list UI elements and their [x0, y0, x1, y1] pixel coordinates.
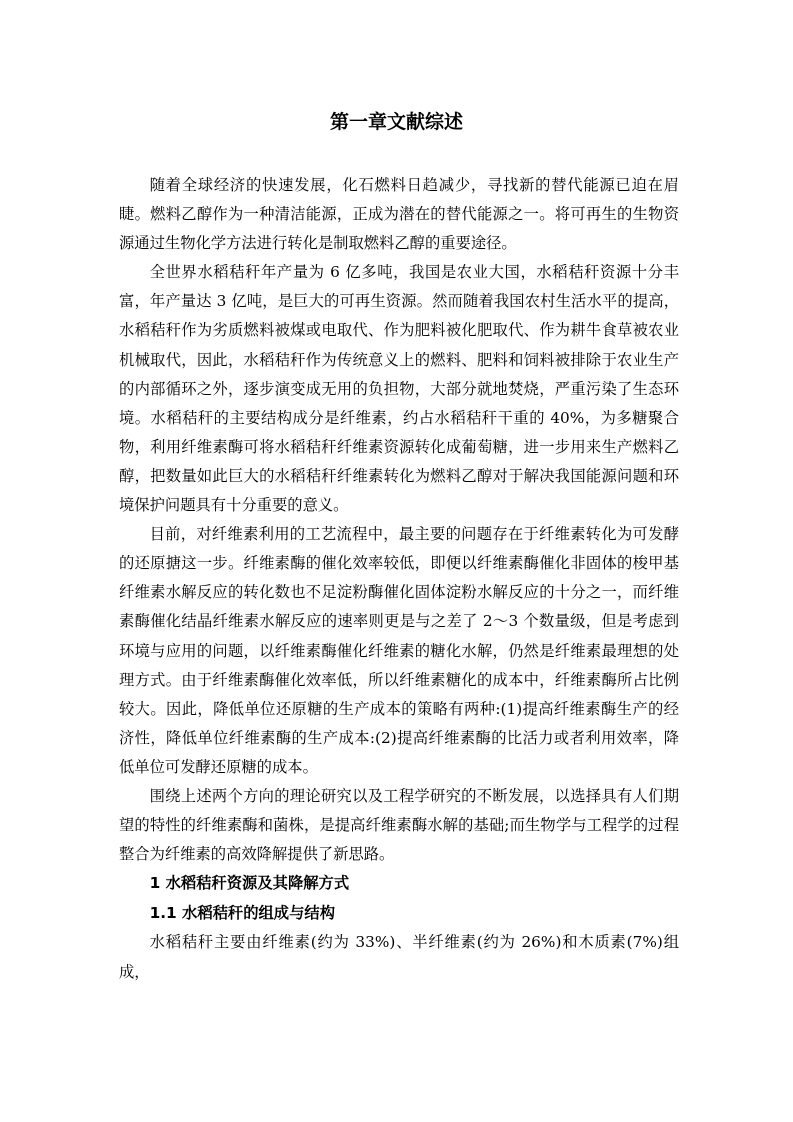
chapter-title: 第一章文献综述	[329, 111, 463, 133]
paragraph-straw-composition: 水稻秸秆主要由纤维素(约为 33%)、半纤维素(约为 26%)和木质素(7%)组成，	[119, 933, 679, 981]
section-heading-1-1: 1.1 水稻秸秆的组成与结构	[149, 903, 335, 922]
paragraph-intro: 随着全球经济的快速发展，化石燃料日趋减少，寻找新的替代能源已迫在眉睫。燃料乙醇作为一种清洁能源，正成为潜在的替代能源之一。将可再生的生物资源通过生物化学方法进行转化是制取燃料乙醇的重要途径。	[119, 176, 679, 253]
section-heading-1: 1 水稻秸秆资源及其降解方式	[149, 874, 350, 893]
paragraph-rice-straw-resource: 全世界水稻秸秆年产量为 6 亿多吨，我国是农业大国，水稻秸秆资源十分丰富，年产量达 3 亿吨，是巨大的可再生资源。然而随着我国农村生活水平的提高，水稻秸秆作为劣质燃料被煤或电取代、作为肥料被化肥取代、作为耕牛食草被农业机械取代，因此，水稻秸秆作为传统意义上的燃料、肥料和饲料被排除于农业生产的内部循环之外，逐步演变成无用的负担物，大部分就地焚烧，严重污染了生态环境。水稻秸秆的主要结构成分是纤维素，约占水稻秸秆干重的 40%，为多糖聚合物，利用纤维素酶可将水稻秸秆纤维素资源转化成葡萄糖，进一步用来生产燃料乙醇，把数量如此巨大的水稻秸秆纤维素转化为燃料乙醇对于解决我国能源问题和环境保护问题具有十分重要的意义。	[119, 263, 679, 515]
paragraph-research-direction: 围绕上述两个方向的理论研究以及工程学研究的不断发展，以选择具有人们期望的特性的纤维素酶和菌株，是提高纤维素酶水解的基础;而生物学与工程学的过程整合为纤维素的高效降解提供了新思路。	[119, 786, 679, 864]
document-body	[119, 171, 679, 987]
paragraph-cellulose-process: 目前，对纤维素利用的工艺流程中，最主要的问题存在于纤维素转化为可发酵的还原搪这一步。纤维素酶的催化效率较低，即便以纤维素酶催化非固体的梭甲基纤维素水解反应的转化数也不足淀粉酶催化固体淀粉水解反应的十分之一，而纤维素酶催化结晶纤维素水解反应的速率则更是与之差了 2～3 个数量级，但是考虑到环境与应用的问题，以纤维素酶催化纤维素的糖化水解，仍然是纤维素最理想的处理方式。由于纤维素酶催化效率低，所以纤维素糖化的成本中，纤维素酶所占比例较大。因此，降低单位还原糖的生产成本的策略有两种:(1)提高纤维素酶生产的经济性，降低单位纤维素酶的生产成本:(2)提高纤维素酶的比活力或者利用效率，降低单位可发酵还原糖的成本。	[119, 525, 679, 776]
